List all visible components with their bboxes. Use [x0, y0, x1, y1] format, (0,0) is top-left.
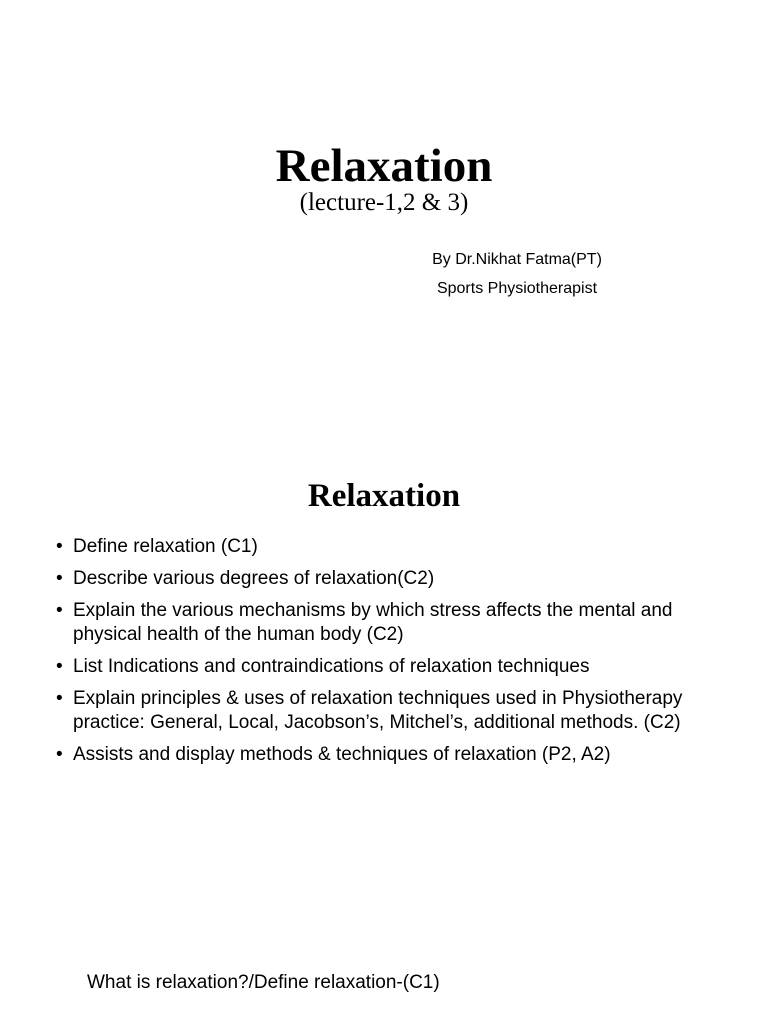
- bullet-icon: •: [56, 536, 63, 557]
- list-item: [56, 535, 696, 559]
- bullet-icon: •: [56, 568, 63, 589]
- list-item-text: Define relaxation (C1): [73, 536, 258, 557]
- list-item: [56, 567, 696, 591]
- slide-subtitle: (lecture-1,2 & 3): [299, 189, 469, 216]
- bullet-icon: •: [56, 600, 63, 621]
- objectives-slide: [0, 440, 768, 910]
- list-item: [56, 687, 696, 735]
- author-role: Sports Physiotherapist: [436, 280, 598, 297]
- list-item: [56, 655, 696, 679]
- title-slide: [0, 0, 768, 440]
- list-item-text: Explain principles & uses of relaxation techniques used in Physiotherapy practice: General, Local, Jacobson’s, Mitchel’s, additional methods. (C2): [73, 688, 683, 733]
- list-item-text: Explain the various mechanisms by which stress affects the mental and physical health of the human body (C2): [73, 600, 673, 645]
- list-item-text: Describe various degrees of relaxation(C2): [73, 568, 435, 589]
- list-item-text: Assists and display methods & techniques of relaxation (P2, A2): [73, 744, 611, 765]
- definition-slide: [0, 910, 768, 1024]
- bullet-icon: •: [56, 688, 63, 709]
- slide-heading: What is relaxation?/Define relaxation-(C1): [87, 972, 440, 993]
- objectives-list: [56, 535, 696, 775]
- slide-title: Relaxation: [307, 478, 461, 514]
- bullet-icon: •: [56, 744, 63, 765]
- list-item-text: List Indications and contraindications of relaxation techniques: [73, 656, 590, 677]
- list-item: [56, 743, 696, 767]
- author-name: By Dr.Nikhat Fatma(PT): [432, 251, 602, 268]
- slide-title: Relaxation: [275, 140, 493, 192]
- bullet-icon: •: [56, 656, 63, 677]
- list-item: [56, 599, 696, 647]
